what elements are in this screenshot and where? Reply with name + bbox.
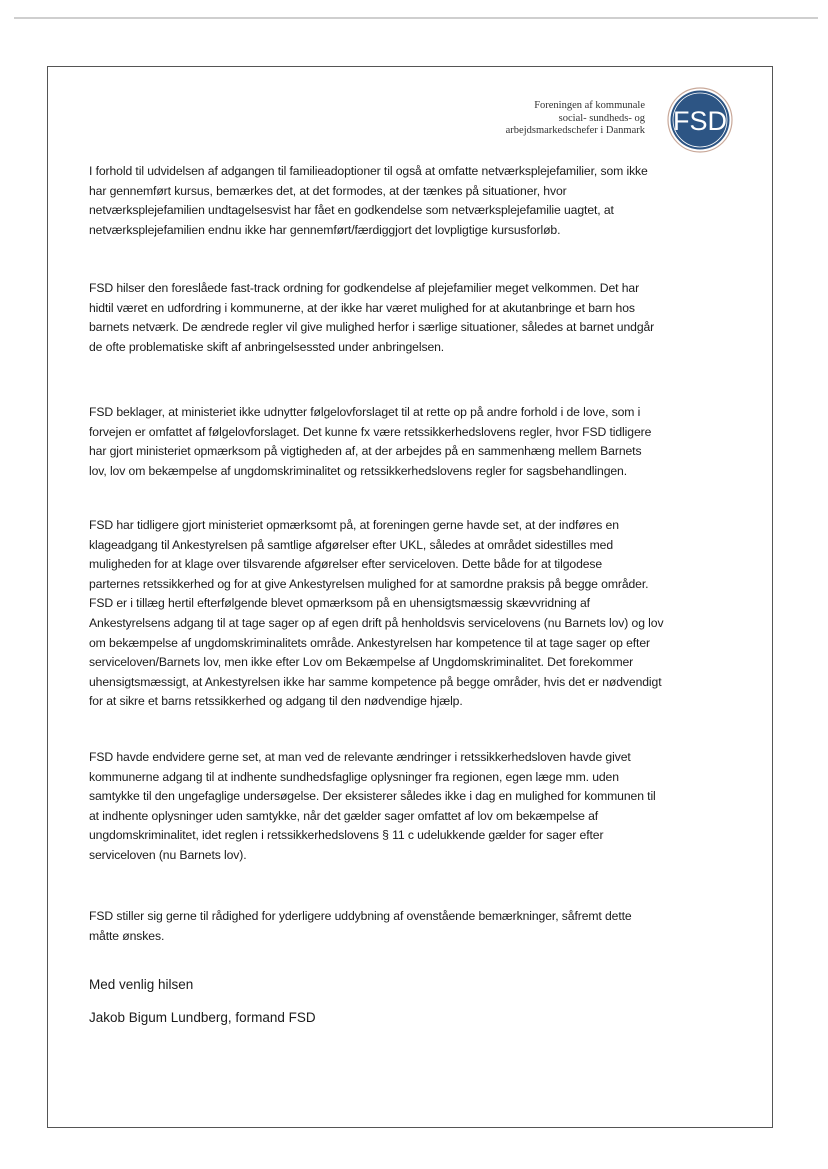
page-top-edge <box>14 17 818 19</box>
org-line: Foreningen af kommunale <box>534 100 645 111</box>
text-line: har gennemført kursus, bemærkes det, at det formodes, at der tænkes på situationer, hvor <box>89 183 567 198</box>
org-line: arbejdsmarkedschefer i Danmark <box>505 125 645 136</box>
text-line: Ankestyrelsens adgang til at tage sager op af egen drift på henholdsvis servicelovens (nu Barnets lov) og lov <box>89 615 664 630</box>
logo-text: FSD <box>673 106 727 136</box>
text-line: ungdomskriminalitet, idet reglen i retssikkerhedslovens § 11 c udelukkende gælder for sager efter <box>89 828 604 843</box>
closing-greeting: Med venlig hilsen <box>89 977 194 992</box>
paragraph-availability <box>89 907 632 946</box>
text-line: netværksplejefamilien endnu ikke har gennemført/færdiggjort det lovpligtige kursusforløb. <box>89 222 561 237</box>
paragraph-following-bill <box>89 403 651 481</box>
text-line: barnets netværk. De ændrede regler vil give mulighed herfor i særlige situationer, således at barnet undgår <box>89 320 655 335</box>
text-line: at indhente oplysninger uden samtykke, når det gælder sager omfattet af lov om bekæmpelse af <box>89 808 599 823</box>
text-line: har gjort ministeriet opmærksom på vigtigheden af, at der arbejdes på en sammenhæng mellem Barnets <box>89 444 642 459</box>
paragraph-health-information <box>89 748 656 866</box>
text-line: de ofte problematiske skift af anbringelsessted under anbringelsen. <box>89 339 445 354</box>
text-line: netværksplejefamilien undtagelsesvist har fået en godkendelse som netværksplejefamilie uagtet, at <box>89 203 614 218</box>
text-line: FSD havde endvidere gerne set, at man ved de relevante ændringer i retssikkerhedsloven havde givet <box>89 750 631 764</box>
text-line: FSD er i tillæg hertil efterfølgende blevet opmærksom på en uhensigtsmæssig skævvridning af <box>89 596 590 611</box>
paragraph-family-adoption <box>89 162 648 240</box>
text-line: forvejen er omfattet af følgelovforslaget. Det kunne fx være retssikkerhedslovens regler, hvor FSD tidligere <box>89 424 652 439</box>
letterhead-org-name <box>506 100 645 138</box>
text-line: kommunerne adgang til at indhente sundhedsfaglige oplysninger fra regionen, egen læge mm. uden <box>89 769 619 784</box>
text-line: FSD hilser den foreslåede fast-track ordning for godkendelse af plejefamilier meget velkommen. Det har <box>89 281 640 295</box>
text-line: FSD beklager, at ministeriet ikke udnytter følgelovforslaget til at rette op på andre forhold i de love, som i <box>89 405 641 419</box>
fsd-logo <box>667 87 733 153</box>
text-line: hidtil været en udfordring i kommunerne, at der ikke har været mulighed for at akutanbringe et barn hos <box>89 300 635 315</box>
text-line: klageadgang til Ankestyrelsen på samtlige afgørelser efter UKL, således at området sidestilles med <box>89 537 614 552</box>
paragraph-appeals <box>89 516 663 712</box>
text-line: I forhold til udvidelsen af adgangen til familieadoptioner til også at omfatte netværksplejefamilier, som ikke <box>89 164 648 178</box>
text-line: FSD stiller sig gerne til rådighed for yderligere uddybning af ovenstående bemærkninger, såfremt dette <box>89 909 632 923</box>
text-line: muligheden for at klage over tilsvarende afgørelser efter serviceloven. Dette både for at tilgodese <box>89 557 603 572</box>
text-line: om bekæmpelse af ungdomskriminalitets område. Ankestyrelsen har kompetence til at tage sager op efter <box>89 635 650 650</box>
paragraph-fast-track <box>89 279 654 357</box>
text-line: måtte ønskes. <box>89 928 165 943</box>
text-line: FSD har tidligere gjort ministeriet opmærksomt på, at foreningen gerne havde set, at der indføres en <box>89 518 619 532</box>
text-line: parternes retssikkerhed og for at give Ankestyrelsen mulighed for at samordne praksis på begge områder. <box>89 576 649 591</box>
text-line: serviceloven (nu Barnets lov). <box>89 847 247 862</box>
signature: Jakob Bigum Lundberg, formand FSD <box>89 1010 316 1025</box>
text-line: serviceloven/Barnets lov, men ikke efter Lov om Bekæmpelse af Ungdomskriminalitet. Det forekommer <box>89 655 634 670</box>
text-line: lov, lov om bekæmpelse af ungdomskriminalitet og retssikkerhedslovens regler for sagsbehandlingen. <box>89 463 628 478</box>
text-line: samtykke til den ungefaglige undersøgelse. Der eksisterer således ikke i dag en mulighed for kommunen til <box>89 789 656 804</box>
text-line: uhensigtsmæssigt, at Ankestyrelsen ikke har samme kompetence på begge områder, hvis det er nødvendigt <box>89 674 662 689</box>
org-line: social- sundheds- og <box>558 112 645 124</box>
text-line: for at sikre et barns retssikkerhed og adgang til den nødvendige hjælp. <box>89 694 463 709</box>
